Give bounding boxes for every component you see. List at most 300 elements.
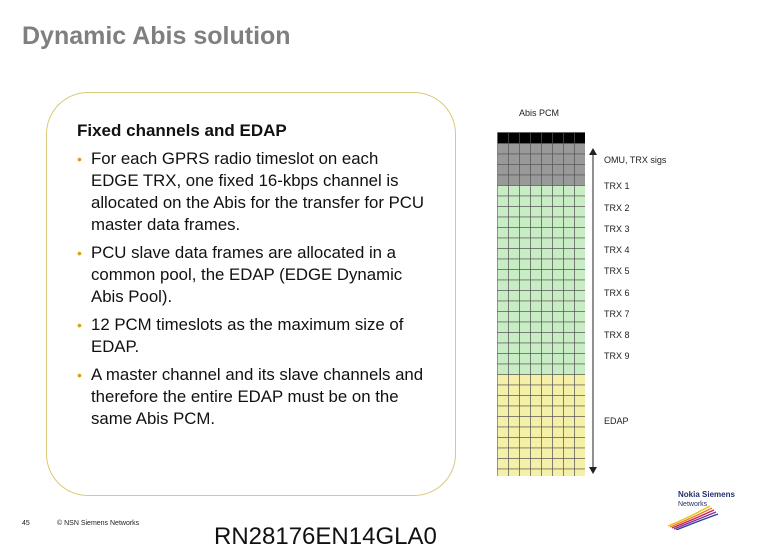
pcm-edap-row-cell — [498, 406, 509, 417]
pcm-trx-row-cell — [575, 228, 586, 239]
pcm-trx-row-cell — [520, 259, 531, 270]
pcm-trx-row-cell — [531, 301, 542, 312]
pcm-edap-row-cell — [575, 385, 586, 396]
pcm-omu-row-cell — [553, 165, 564, 176]
pcm-edap-row-cell — [553, 385, 564, 396]
pcm-omu-row-cell — [509, 144, 520, 155]
bullet-text: For each GPRS radio timeslot on each EDGE TRX, one fixed 16-kbps channel is allocated on the Abis for the transfer for PCU master data frames. — [91, 149, 425, 234]
pcm-edap-row-cell — [498, 469, 509, 476]
pcm-trx-row-cell — [520, 301, 531, 312]
pcm-edap-row-cell — [531, 406, 542, 417]
pcm-trx-row-cell — [531, 228, 542, 239]
pcm-edap-row-cell — [520, 375, 531, 386]
pcm-trx-row-cell — [498, 322, 509, 333]
pcm-trx-row-cell — [520, 343, 531, 354]
pcm-trx-row-cell — [542, 270, 553, 281]
pcm-trx-row-cell — [509, 343, 520, 354]
pcm-trx-row-cell — [553, 217, 564, 228]
pcm-trx-row-cell — [553, 259, 564, 270]
pcm-edap-row-cell — [553, 427, 564, 438]
pcm-edap-row-cell — [520, 427, 531, 438]
pcm-header-row-cell — [575, 133, 586, 144]
pcm-edap-row-cell — [531, 396, 542, 407]
pcm-omu-row-cell — [520, 154, 531, 165]
pcm-edap-row-cell — [498, 385, 509, 396]
pcm-trx-row-cell — [520, 249, 531, 260]
pcm-edap-row-cell — [564, 406, 575, 417]
pcm-trx-row-cell — [509, 259, 520, 270]
pcm-edap-row-cell — [542, 459, 553, 470]
pcm-omu-row-cell — [542, 175, 553, 186]
pcm-edap-row-cell — [553, 448, 564, 459]
logo-line2: Networks — [678, 501, 708, 508]
pcm-omu-row-cell — [498, 165, 509, 176]
label-edap: EDAP — [604, 416, 629, 426]
pcm-edap-row-cell — [498, 417, 509, 428]
pcm-edap-row-cell — [542, 427, 553, 438]
pcm-edap-row-cell — [575, 469, 586, 476]
pcm-trx-row-cell — [531, 333, 542, 344]
pcm-trx-row-cell — [553, 312, 564, 323]
pcm-trx-row-cell — [520, 322, 531, 333]
pcm-edap-row-cell — [498, 396, 509, 407]
pcm-trx-row-cell — [498, 207, 509, 218]
arrow-icon — [586, 148, 600, 474]
pcm-trx-row-cell — [542, 354, 553, 365]
pcm-trx-row-cell — [575, 301, 586, 312]
pcm-trx-row-cell — [564, 333, 575, 344]
label-trx-3: TRX 3 — [604, 224, 630, 234]
pcm-trx-row-cell — [542, 249, 553, 260]
pcm-trx-row-cell — [531, 270, 542, 281]
content-box — [46, 92, 456, 496]
pcm-trx-row-cell — [575, 270, 586, 281]
pcm-trx-row-cell — [498, 291, 509, 302]
pcm-trx-row-cell — [509, 186, 520, 197]
pcm-trx-row-cell — [520, 217, 531, 228]
pcm-header-row-cell — [520, 133, 531, 144]
pcm-trx-row-cell — [575, 196, 586, 207]
pcm-edap-row-cell — [575, 427, 586, 438]
pcm-trx-row-cell — [498, 196, 509, 207]
pcm-edap-row-cell — [542, 385, 553, 396]
label-trx-4: TRX 4 — [604, 245, 630, 255]
pcm-trx-row-cell — [531, 217, 542, 228]
pcm-omu-row-cell — [553, 144, 564, 155]
pcm-omu-row-cell — [553, 154, 564, 165]
pcm-trx-row-cell — [509, 354, 520, 365]
pcm-trx-row-cell — [498, 217, 509, 228]
pcm-trx-row-cell — [509, 228, 520, 239]
pcm-trx-row-cell — [564, 228, 575, 239]
pcm-trx-row-cell — [575, 259, 586, 270]
pcm-omu-row-cell — [531, 175, 542, 186]
company-logo — [668, 490, 768, 530]
pcm-omu-row-cell — [542, 154, 553, 165]
pcm-trx-row-cell — [575, 217, 586, 228]
pcm-edap-row-cell — [509, 459, 520, 470]
pcm-edap-row-cell — [509, 375, 520, 386]
pcm-edap-row-cell — [542, 448, 553, 459]
pcm-edap-row-cell — [542, 438, 553, 449]
bullet-icon: • — [77, 151, 82, 167]
pcm-edap-row-cell — [575, 459, 586, 470]
pcm-trx-row-cell — [564, 322, 575, 333]
pcm-trx-row-cell — [520, 312, 531, 323]
pcm-trx-row-cell — [575, 343, 586, 354]
page-number: 45 — [22, 520, 30, 527]
pcm-edap-row-cell — [553, 438, 564, 449]
pcm-trx-row-cell — [553, 301, 564, 312]
pcm-header-row-cell — [498, 133, 509, 144]
pcm-header-row-cell — [509, 133, 520, 144]
pcm-edap-row-cell — [553, 406, 564, 417]
pcm-trx-row-cell — [564, 259, 575, 270]
label-trx-1: TRX 1 — [604, 181, 630, 191]
pcm-trx-row-cell — [553, 364, 564, 375]
label-trx-2: TRX 2 — [604, 203, 630, 213]
pcm-omu-row-cell — [531, 154, 542, 165]
pcm-trx-row-cell — [564, 270, 575, 281]
pcm-edap-row-cell — [575, 406, 586, 417]
pcm-trx-row-cell — [520, 280, 531, 291]
pcm-edap-row-cell — [509, 427, 520, 438]
pcm-trx-row-cell — [509, 291, 520, 302]
pcm-trx-row-cell — [564, 343, 575, 354]
pcm-edap-row-cell — [520, 459, 531, 470]
pcm-edap-row-cell — [498, 448, 509, 459]
pcm-trx-row-cell — [531, 196, 542, 207]
pcm-edap-row-cell — [531, 417, 542, 428]
pcm-trx-row-cell — [575, 291, 586, 302]
bullet-icon: • — [77, 245, 82, 261]
pcm-trx-row-cell — [520, 364, 531, 375]
pcm-edap-row-cell — [509, 406, 520, 417]
label-trx-7: TRX 7 — [604, 309, 630, 319]
pcm-edap-row-cell — [553, 459, 564, 470]
pcm-trx-row-cell — [498, 238, 509, 249]
pcm-trx-row-cell — [531, 364, 542, 375]
pcm-header-row-cell — [531, 133, 542, 144]
pcm-omu-row-cell — [509, 154, 520, 165]
pcm-edap-row-cell — [509, 396, 520, 407]
pcm-trx-row-cell — [553, 270, 564, 281]
pcm-trx-row-cell — [520, 228, 531, 239]
pcm-edap-row-cell — [531, 438, 542, 449]
pcm-trx-row-cell — [553, 333, 564, 344]
pcm-edap-row-cell — [564, 427, 575, 438]
pcm-header-row-cell — [553, 133, 564, 144]
pcm-edap-row-cell — [542, 375, 553, 386]
pcm-edap-row-cell — [509, 438, 520, 449]
pcm-trx-row-cell — [531, 238, 542, 249]
logo-swoosh-icon — [668, 490, 768, 530]
pcm-trx-row-cell — [520, 207, 531, 218]
pcm-trx-row-cell — [564, 217, 575, 228]
pcm-edap-row-cell — [564, 375, 575, 386]
pcm-trx-row-cell — [564, 301, 575, 312]
pcm-trx-row-cell — [520, 270, 531, 281]
pcm-edap-row-cell — [564, 469, 575, 476]
pcm-edap-row-cell — [531, 469, 542, 476]
pcm-trx-row-cell — [575, 186, 586, 197]
pcm-edap-row-cell — [564, 417, 575, 428]
pcm-edap-row-cell — [553, 375, 564, 386]
pcm-trx-row-cell — [553, 354, 564, 365]
pcm-trx-row-cell — [509, 364, 520, 375]
pcm-trx-row-cell — [498, 343, 509, 354]
pcm-trx-row-cell — [553, 291, 564, 302]
pcm-trx-row-cell — [498, 228, 509, 239]
label-trx-5: TRX 5 — [604, 266, 630, 276]
pcm-trx-row-cell — [564, 196, 575, 207]
pcm-trx-row-cell — [531, 354, 542, 365]
pcm-trx-row-cell — [575, 322, 586, 333]
pcm-trx-row-cell — [553, 228, 564, 239]
pcm-edap-row-cell — [531, 459, 542, 470]
bullet-list — [77, 148, 427, 436]
pcm-trx-row-cell — [531, 249, 542, 260]
pcm-trx-row-cell — [498, 312, 509, 323]
pcm-omu-row-cell — [509, 165, 520, 176]
pcm-trx-row-cell — [564, 364, 575, 375]
pcm-edap-row-cell — [542, 469, 553, 476]
label-trx-8: TRX 8 — [604, 330, 630, 340]
pcm-trx-row-cell — [542, 186, 553, 197]
pcm-edap-row-cell — [564, 448, 575, 459]
pcm-trx-row-cell — [498, 280, 509, 291]
document-code: RN28176EN14GLA0 — [214, 523, 437, 550]
pcm-edap-row-cell — [564, 459, 575, 470]
pcm-trx-row-cell — [575, 354, 586, 365]
pcm-edap-row-cell — [575, 448, 586, 459]
pcm-trx-row-cell — [498, 186, 509, 197]
box-heading: Fixed channels and EDAP — [77, 121, 287, 140]
pcm-trx-row-cell — [498, 270, 509, 281]
pcm-edap-row-cell — [520, 406, 531, 417]
pcm-trx-row-cell — [531, 207, 542, 218]
pcm-trx-row-cell — [564, 186, 575, 197]
pcm-omu-row-cell — [575, 144, 586, 155]
pcm-trx-row-cell — [509, 312, 520, 323]
pcm-omu-row-cell — [509, 175, 520, 186]
abis-pcm-label: Abis PCM — [519, 108, 560, 118]
pcm-trx-row-cell — [564, 312, 575, 323]
pcm-trx-row-cell — [564, 280, 575, 291]
pcm-trx-row-cell — [575, 312, 586, 323]
pcm-trx-row-cell — [520, 333, 531, 344]
pcm-trx-row-cell — [498, 333, 509, 344]
pcm-trx-row-cell — [542, 207, 553, 218]
label-omu: OMU, TRX sigs — [604, 155, 667, 165]
bullet-text: A master channel and its slave channels and therefore the entire EDAP must be on the same Abis PCM. — [91, 365, 424, 428]
pcm-edap-row-cell — [498, 438, 509, 449]
pcm-omu-row-cell — [553, 175, 564, 186]
pcm-trx-row-cell — [553, 280, 564, 291]
pcm-trx-row-cell — [509, 333, 520, 344]
pcm-trx-row-cell — [553, 207, 564, 218]
pcm-trx-row-cell — [542, 259, 553, 270]
pcm-trx-row-cell — [498, 249, 509, 260]
pcm-trx-row-cell — [542, 301, 553, 312]
pcm-trx-row-cell — [553, 186, 564, 197]
pcm-trx-row-cell — [542, 217, 553, 228]
pcm-trx-row-cell — [498, 259, 509, 270]
pcm-edap-row-cell — [520, 448, 531, 459]
pcm-edap-row-cell — [564, 438, 575, 449]
bullet-item — [77, 314, 427, 358]
pcm-trx-row-cell — [542, 280, 553, 291]
pcm-trx-row-cell — [509, 249, 520, 260]
pcm-trx-row-cell — [509, 196, 520, 207]
pcm-trx-row-cell — [509, 280, 520, 291]
pcm-trx-row-cell — [564, 207, 575, 218]
pcm-edap-row-cell — [575, 438, 586, 449]
pcm-edap-row-cell — [498, 375, 509, 386]
pcm-omu-row-cell — [564, 144, 575, 155]
pcm-edap-row-cell — [509, 448, 520, 459]
pcm-trx-row-cell — [564, 354, 575, 365]
bullet-item — [77, 364, 427, 430]
pcm-trx-row-cell — [553, 249, 564, 260]
pcm-omu-row-cell — [542, 144, 553, 155]
pcm-trx-row-cell — [531, 259, 542, 270]
pcm-trx-row-cell — [542, 196, 553, 207]
pcm-edap-row-cell — [564, 396, 575, 407]
pcm-header-row-cell — [542, 133, 553, 144]
pcm-trx-row-cell — [509, 207, 520, 218]
pcm-omu-row-cell — [520, 144, 531, 155]
bullet-text: 12 PCM timeslots as the maximum size of EDAP. — [91, 315, 404, 356]
pcm-trx-row-cell — [575, 238, 586, 249]
pcm-trx-row-cell — [575, 280, 586, 291]
pcm-trx-row-cell — [542, 322, 553, 333]
pcm-trx-row-cell — [542, 228, 553, 239]
pcm-trx-row-cell — [498, 364, 509, 375]
pcm-edap-row-cell — [498, 427, 509, 438]
pcm-trx-row-cell — [542, 343, 553, 354]
pcm-omu-row-cell — [498, 144, 509, 155]
label-trx-6: TRX 6 — [604, 288, 630, 298]
pcm-edap-row-cell — [542, 417, 553, 428]
pcm-trx-row-cell — [498, 301, 509, 312]
pcm-omu-row-cell — [531, 144, 542, 155]
pcm-omu-row-cell — [520, 165, 531, 176]
pcm-trx-row-cell — [531, 312, 542, 323]
pcm-edap-row-cell — [531, 448, 542, 459]
pcm-omu-row-cell — [575, 154, 586, 165]
pcm-trx-row-cell — [542, 364, 553, 375]
bullet-item — [77, 148, 427, 236]
pcm-trx-row-cell — [531, 186, 542, 197]
pcm-edap-row-cell — [553, 396, 564, 407]
pcm-trx-row-cell — [564, 238, 575, 249]
pcm-trx-row-cell — [575, 207, 586, 218]
pcm-edap-row-cell — [542, 406, 553, 417]
pcm-trx-row-cell — [553, 322, 564, 333]
pcm-omu-row-cell — [531, 165, 542, 176]
pcm-omu-row-cell — [564, 154, 575, 165]
pcm-edap-row-cell — [553, 417, 564, 428]
pcm-edap-row-cell — [531, 385, 542, 396]
bullet-text: PCU slave data frames are allocated in a common pool, the EDAP (EDGE Dynamic Abis Pool). — [91, 243, 403, 306]
pcm-edap-row-cell — [531, 375, 542, 386]
pcm-trx-row-cell — [542, 333, 553, 344]
pcm-omu-row-cell — [575, 165, 586, 176]
pcm-edap-row-cell — [520, 469, 531, 476]
pcm-omu-row-cell — [498, 175, 509, 186]
page-title: Dynamic Abis solution — [22, 22, 291, 50]
pcm-trx-row-cell — [542, 291, 553, 302]
pcm-edap-row-cell — [575, 396, 586, 407]
pcm-trx-row-cell — [542, 238, 553, 249]
pcm-trx-row-cell — [531, 280, 542, 291]
pcm-trx-row-cell — [564, 291, 575, 302]
pcm-trx-row-cell — [520, 238, 531, 249]
bullet-item — [77, 242, 427, 308]
pcm-edap-row-cell — [564, 385, 575, 396]
pcm-omu-row-cell — [564, 165, 575, 176]
logo-line1: Nokia Siemens — [678, 490, 735, 499]
copyright-text: © NSN Siemens Networks — [57, 520, 140, 527]
bullet-icon: • — [77, 367, 82, 383]
pcm-trx-row-cell — [575, 333, 586, 344]
pcm-omu-row-cell — [575, 175, 586, 186]
pcm-trx-row-cell — [509, 238, 520, 249]
pcm-trx-row-cell — [531, 343, 542, 354]
pcm-trx-row-cell — [520, 186, 531, 197]
pcm-omu-row-cell — [542, 165, 553, 176]
pcm-omu-row-cell — [564, 175, 575, 186]
pcm-edap-row-cell — [520, 385, 531, 396]
pcm-omu-row-cell — [498, 154, 509, 165]
pcm-trx-row-cell — [531, 291, 542, 302]
pcm-trx-row-cell — [498, 354, 509, 365]
pcm-edap-row-cell — [553, 469, 564, 476]
pcm-trx-row-cell — [509, 270, 520, 281]
pcm-header-row-cell — [564, 133, 575, 144]
pcm-trx-row-cell — [509, 301, 520, 312]
pcm-trx-row-cell — [520, 196, 531, 207]
pcm-edap-row-cell — [542, 396, 553, 407]
pcm-edap-row-cell — [509, 385, 520, 396]
pcm-trx-row-cell — [520, 291, 531, 302]
pcm-trx-row-cell — [553, 343, 564, 354]
pcm-edap-row-cell — [520, 396, 531, 407]
pcm-edap-row-cell — [531, 427, 542, 438]
pcm-trx-row-cell — [531, 322, 542, 333]
pcm-edap-row-cell — [498, 459, 509, 470]
label-trx-9: TRX 9 — [604, 351, 630, 361]
pcm-edap-row-cell — [509, 469, 520, 476]
pcm-edap-row-cell — [575, 375, 586, 386]
pcm-edap-row-cell — [509, 417, 520, 428]
pcm-trx-row-cell — [553, 196, 564, 207]
pcm-trx-row-cell — [509, 217, 520, 228]
pcm-edap-row-cell — [575, 417, 586, 428]
pcm-edap-row-cell — [520, 438, 531, 449]
pcm-trx-row-cell — [575, 364, 586, 375]
pcm-trx-row-cell — [575, 249, 586, 260]
pcm-trx-row-cell — [553, 238, 564, 249]
pcm-trx-row-cell — [509, 322, 520, 333]
pcm-trx-row-cell — [520, 354, 531, 365]
pcm-edap-row-cell — [520, 417, 531, 428]
pcm-trx-row-cell — [564, 249, 575, 260]
pcm-trx-row-cell — [542, 312, 553, 323]
bullet-icon: • — [77, 317, 82, 333]
abis-pcm-grid — [497, 132, 585, 476]
